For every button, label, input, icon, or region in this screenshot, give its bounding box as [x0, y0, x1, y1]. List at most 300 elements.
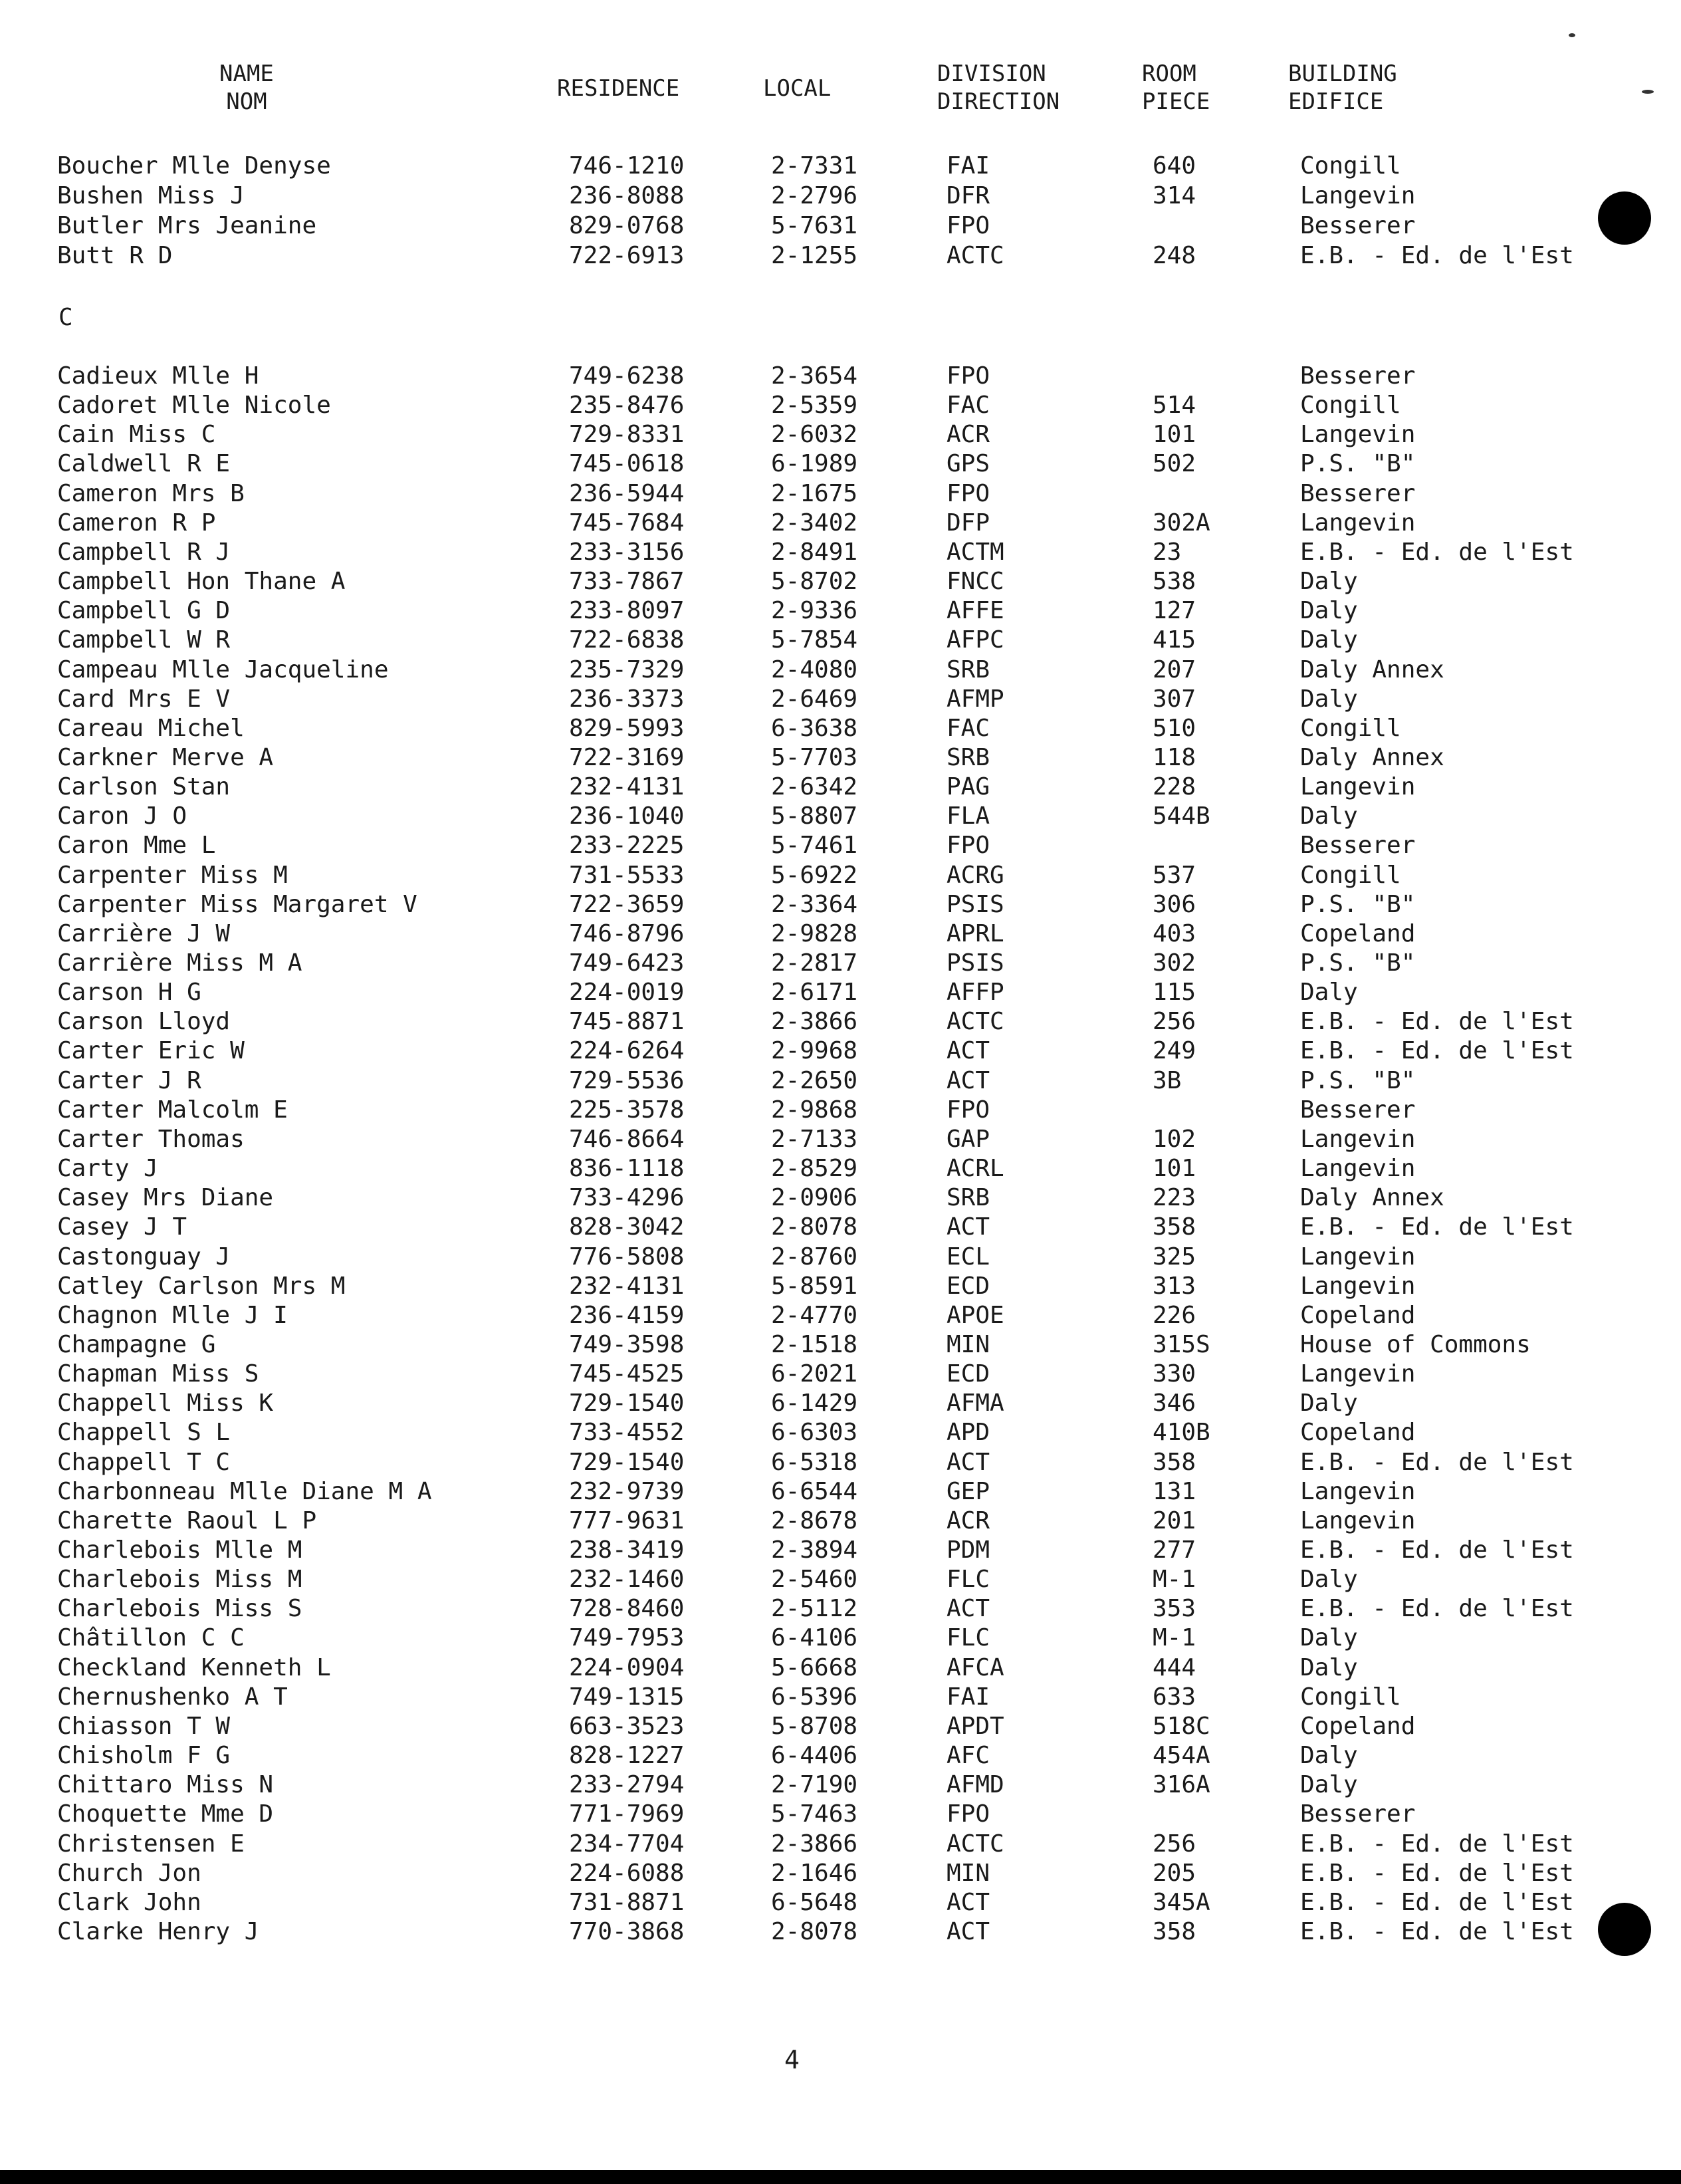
cell-local: 6-5396 [771, 1683, 858, 1711]
cell-name: Casey J T [57, 1213, 187, 1241]
cell-building: Daly [1300, 802, 1358, 830]
cell-building: Copeland [1300, 919, 1416, 947]
table-row [0, 831, 1681, 860]
column-header [0, 60, 1681, 133]
cell-residence: 233-3156 [569, 538, 685, 566]
cell-building: Daly Annex [1300, 656, 1444, 683]
table-row [0, 509, 1681, 538]
cell-room: 256 [1153, 1830, 1196, 1858]
cell-division: ACT [947, 1448, 990, 1476]
cell-division: PDM [947, 1536, 990, 1564]
cell-building: Daly Annex [1300, 1184, 1444, 1212]
cell-room: 131 [1153, 1477, 1196, 1505]
cell-division: APDT [947, 1712, 1004, 1740]
cell-building: Daly [1300, 626, 1358, 654]
cell-division: FLC [947, 1624, 990, 1652]
cell-local: 2-5460 [771, 1566, 858, 1594]
cell-division: AFC [947, 1742, 990, 1770]
cell-name: Clarke Henry J [57, 1917, 259, 1945]
cell-room: 3B [1153, 1066, 1182, 1094]
header-room [1142, 60, 1210, 116]
cell-residence: 731-8871 [569, 1888, 685, 1916]
cell-residence: 729-5536 [569, 1066, 685, 1094]
cell-division: ECD [947, 1272, 990, 1300]
cell-building: Langevin [1300, 1477, 1416, 1505]
cell-room: 330 [1153, 1360, 1196, 1388]
table-row [0, 211, 1681, 241]
cell-building: Daly [1300, 1624, 1358, 1652]
cell-building: Daly [1300, 1390, 1358, 1417]
cell-room: 101 [1153, 1155, 1196, 1183]
cell-residence: 731-5533 [569, 861, 685, 889]
cell-building: E.B. - Ed. de l'Est [1300, 1536, 1574, 1564]
cell-building: P.S. "B" [1300, 890, 1416, 918]
cell-division: ACT [947, 1213, 990, 1241]
table-row [0, 1096, 1681, 1125]
cell-local: 2-7190 [771, 1771, 858, 1799]
table-row [0, 626, 1681, 655]
cell-division: AFCA [947, 1653, 1004, 1681]
cell-local: 2-6469 [771, 685, 858, 713]
cell-building: Daly [1300, 1653, 1358, 1681]
cell-residence: 749-6423 [569, 949, 685, 977]
cell-local: 5-8708 [771, 1712, 858, 1740]
cell-name: Catley Carlson Mrs M [57, 1272, 346, 1300]
cell-residence: 233-8097 [569, 597, 685, 625]
cell-building: Langevin [1300, 773, 1416, 801]
cell-division: ACTC [947, 1830, 1004, 1858]
cell-building: E.B. - Ed. de l'Est [1300, 1448, 1574, 1476]
cell-building: Daly [1300, 1771, 1358, 1799]
cell-building: Daly Annex [1300, 743, 1444, 771]
cell-name: Carter Malcolm E [57, 1096, 288, 1124]
cell-name: Boucher Mlle Denyse [57, 152, 331, 180]
cell-local: 5-7703 [771, 743, 858, 771]
cell-room: 538 [1153, 568, 1196, 596]
cell-local: 2-1518 [771, 1330, 858, 1358]
cell-room: 537 [1153, 861, 1196, 889]
cell-local: 6-1989 [771, 450, 858, 478]
cell-building: E.B. - Ed. de l'Est [1300, 538, 1574, 566]
cell-name: Chittaro Miss N [57, 1771, 274, 1799]
cell-building: Langevin [1300, 182, 1416, 209]
cell-residence: 745-0618 [569, 450, 685, 478]
cell-residence: 746-8796 [569, 919, 685, 947]
table-row [0, 919, 1681, 949]
cell-room: 510 [1153, 714, 1196, 742]
cell-room: 502 [1153, 450, 1196, 478]
cell-local: 5-6922 [771, 861, 858, 889]
cell-name: Carter Eric W [57, 1037, 245, 1065]
cell-name: Casey Mrs Diane [57, 1184, 274, 1212]
cell-division: ACR [947, 1507, 990, 1534]
cell-building: Daly [1300, 979, 1358, 1007]
table-row [0, 241, 1681, 271]
scan-speck [1642, 90, 1654, 94]
cell-room: 640 [1153, 152, 1196, 180]
cell-division: FAI [947, 152, 990, 180]
cell-room: 410B [1153, 1419, 1210, 1447]
cell-residence: 749-7953 [569, 1624, 685, 1652]
cell-local: 2-6342 [771, 773, 858, 801]
cell-name: Chappell S L [57, 1419, 231, 1447]
cell-room: 118 [1153, 743, 1196, 771]
cell-division: ACT [947, 1917, 990, 1945]
cell-division: FPO [947, 832, 990, 860]
cell-local: 6-1429 [771, 1390, 858, 1417]
cell-residence: 729-8331 [569, 421, 685, 449]
cell-local: 2-3654 [771, 362, 858, 390]
cell-local: 2-8491 [771, 538, 858, 566]
cell-building: Copeland [1300, 1301, 1416, 1329]
cell-local: 2-2817 [771, 949, 858, 977]
table-row [0, 479, 1681, 509]
cell-room: 358 [1153, 1448, 1196, 1476]
cell-building: E.B. - Ed. de l'Est [1300, 1008, 1574, 1036]
table-row [0, 1594, 1681, 1624]
cell-name: Cameron Mrs B [57, 479, 245, 507]
cell-name: Charlebois Miss S [57, 1595, 302, 1623]
cell-name: Cain Miss C [57, 421, 216, 449]
table-row [0, 1301, 1681, 1330]
cell-division: ACR [947, 421, 990, 449]
cell-name: Carpenter Miss M [57, 861, 288, 889]
header-building [1288, 60, 1397, 116]
cell-room: 454A [1153, 1742, 1210, 1770]
cell-room: 544B [1153, 802, 1210, 830]
cell-division: ACT [947, 1037, 990, 1065]
cell-local: 2-8678 [771, 1507, 858, 1534]
table-row [0, 1683, 1681, 1712]
table-row [0, 656, 1681, 685]
cell-residence: 232-1460 [569, 1566, 685, 1594]
punch-hole [1598, 191, 1651, 245]
cell-residence: 225-3578 [569, 1096, 685, 1124]
cell-room: 358 [1153, 1917, 1196, 1945]
cell-residence: 722-6838 [569, 626, 685, 654]
cell-room: 444 [1153, 1653, 1196, 1681]
cell-room: 345A [1153, 1888, 1210, 1916]
table-row [0, 1448, 1681, 1477]
cell-name: Chernushenko A T [57, 1683, 288, 1711]
cell-division: MIN [947, 1859, 990, 1887]
cell-room: 226 [1153, 1301, 1196, 1329]
header-local: LOCAL [763, 75, 832, 102]
cell-residence: 776-5808 [569, 1243, 685, 1271]
cell-division: GPS [947, 450, 990, 478]
cell-residence: 828-3042 [569, 1213, 685, 1241]
cell-room: 23 [1153, 538, 1182, 566]
cell-building: Langevin [1300, 1360, 1416, 1388]
cell-name: Clark John [57, 1888, 201, 1916]
cell-division: ECD [947, 1360, 990, 1388]
page-number: 4 [784, 2045, 800, 2074]
header-residence: RESIDENCE [557, 75, 680, 102]
cell-division: AFMA [947, 1390, 1004, 1417]
cell-room: 249 [1153, 1037, 1196, 1065]
cell-building: Langevin [1300, 1272, 1416, 1300]
cell-local: 2-6171 [771, 979, 858, 1007]
scan-speck [1569, 33, 1575, 37]
cell-division: ACTM [947, 538, 1004, 566]
table-row [0, 978, 1681, 1007]
cell-residence: 235-7329 [569, 656, 685, 683]
cell-building: Besserer [1300, 212, 1416, 239]
cell-division: GAP [947, 1125, 990, 1153]
cell-room: 514 [1153, 392, 1196, 420]
cell-building: E.B. - Ed. de l'Est [1300, 1830, 1574, 1858]
cell-local: 2-1646 [771, 1859, 858, 1887]
table-row [0, 1183, 1681, 1213]
cell-division: DFR [947, 182, 990, 209]
cell-building: E.B. - Ed. de l'Est [1300, 1595, 1574, 1623]
cell-room: 277 [1153, 1536, 1196, 1564]
cell-room: 201 [1153, 1507, 1196, 1534]
cell-division: APRL [947, 919, 1004, 947]
cell-division: FPO [947, 1096, 990, 1124]
cell-local: 6-6303 [771, 1419, 858, 1447]
cell-name: Cameron R P [57, 509, 216, 537]
cell-division: MIN [947, 1330, 990, 1358]
cell-division: SRB [947, 743, 990, 771]
cell-residence: 745-7684 [569, 509, 685, 537]
cell-local: 5-7463 [771, 1800, 858, 1828]
table-row [0, 1859, 1681, 1888]
table-row [0, 1712, 1681, 1741]
table-row [0, 1507, 1681, 1536]
cell-local: 2-9336 [771, 597, 858, 625]
cell-division: FAC [947, 714, 990, 742]
cell-local: 2-1675 [771, 479, 858, 507]
table-row [0, 1653, 1681, 1683]
cell-local: 2-0906 [771, 1184, 858, 1212]
table-row [0, 949, 1681, 978]
cell-room: 313 [1153, 1272, 1196, 1300]
cell-building: Daly [1300, 568, 1358, 596]
table-row [0, 1565, 1681, 1594]
table-row [0, 743, 1681, 773]
cell-residence: 232-4131 [569, 773, 685, 801]
cell-name: Carrière J W [57, 919, 231, 947]
cell-building: Langevin [1300, 1243, 1416, 1271]
table-row [0, 152, 1681, 181]
table-row [0, 1272, 1681, 1301]
cell-division: ACRG [947, 861, 1004, 889]
cell-residence: 233-2794 [569, 1771, 685, 1799]
cell-residence: 836-1118 [569, 1155, 685, 1183]
cell-building: Besserer [1300, 1096, 1416, 1124]
cell-name: Carlson Stan [57, 773, 231, 801]
cell-room: M-1 [1153, 1566, 1196, 1594]
table-row [0, 802, 1681, 831]
cell-building: Besserer [1300, 362, 1416, 390]
cell-name: Charlebois Mlle M [57, 1536, 302, 1564]
cell-name: Carson H G [57, 979, 201, 1007]
cell-name: Champagne G [57, 1330, 216, 1358]
cell-residence: 224-0019 [569, 979, 685, 1007]
cell-division: AFFE [947, 597, 1004, 625]
cell-local: 2-5112 [771, 1595, 858, 1623]
cell-residence: 236-4159 [569, 1301, 685, 1329]
cell-building: Congill [1300, 861, 1401, 889]
cell-local: 6-4106 [771, 1624, 858, 1652]
cell-room: 302A [1153, 509, 1210, 537]
cell-building: House of Commons [1300, 1330, 1531, 1358]
cell-room: 306 [1153, 890, 1196, 918]
cell-division: FLC [947, 1566, 990, 1594]
cell-division: SRB [947, 1184, 990, 1212]
cell-name: Church Jon [57, 1859, 201, 1887]
header-name-en: NAME [219, 61, 274, 87]
table-row [0, 1800, 1681, 1829]
cell-local: 5-7854 [771, 626, 858, 654]
cell-residence: 828-1227 [569, 1742, 685, 1770]
cell-name: Carkner Merve A [57, 743, 274, 771]
cell-building: Besserer [1300, 832, 1416, 860]
cell-building: E.B. - Ed. de l'Est [1300, 1859, 1574, 1887]
table-row [0, 1624, 1681, 1653]
cell-room: 353 [1153, 1595, 1196, 1623]
cell-building: P.S. "B" [1300, 1066, 1416, 1094]
table-row [0, 1125, 1681, 1154]
cell-local: 2-7133 [771, 1125, 858, 1153]
header-name-fr: NOM [226, 88, 267, 115]
cell-name: Campeau Mlle Jacqueline [57, 656, 389, 683]
cell-local: 5-8591 [771, 1272, 858, 1300]
cell-room: 302 [1153, 949, 1196, 977]
cell-local: 2-8078 [771, 1917, 858, 1945]
cell-room: 358 [1153, 1213, 1196, 1241]
cell-residence: 224-6088 [569, 1859, 685, 1887]
cell-division: FPO [947, 479, 990, 507]
cell-local: 2-4770 [771, 1301, 858, 1329]
cell-division: FPO [947, 362, 990, 390]
cell-local: 2-3866 [771, 1008, 858, 1036]
table-row [0, 1243, 1681, 1272]
cell-name: Carter J R [57, 1066, 201, 1094]
cell-building: Langevin [1300, 1155, 1416, 1183]
table-row [0, 449, 1681, 479]
table-row [0, 1536, 1681, 1565]
table-row [0, 182, 1681, 211]
cell-residence: 729-1540 [569, 1448, 685, 1476]
header-name [219, 60, 274, 116]
header-division [937, 60, 1060, 116]
cell-division: PSIS [947, 890, 1004, 918]
cell-building: E.B. - Ed. de l'Est [1300, 242, 1574, 269]
cell-name: Careau Michel [57, 714, 245, 742]
cell-residence: 749-1315 [569, 1683, 685, 1711]
cell-name: Butt R D [57, 242, 173, 269]
cell-building: Langevin [1300, 509, 1416, 537]
table-row [0, 362, 1681, 391]
cell-name: Cadoret Mlle Nicole [57, 392, 331, 420]
cell-division: FAC [947, 392, 990, 420]
cell-name: Christensen E [57, 1830, 245, 1858]
cell-room: 315S [1153, 1330, 1210, 1358]
cell-residence: 224-0904 [569, 1653, 685, 1681]
cell-residence: 777-9631 [569, 1507, 685, 1534]
cell-name: Chiasson T W [57, 1712, 231, 1740]
cell-division: AFMP [947, 685, 1004, 713]
cell-building: E.B. - Ed. de l'Est [1300, 1917, 1574, 1945]
table-row [0, 420, 1681, 449]
cell-division: APD [947, 1419, 990, 1447]
cell-residence: 745-8871 [569, 1008, 685, 1036]
cell-room: 102 [1153, 1125, 1196, 1153]
cell-division: FLA [947, 802, 990, 830]
cell-residence: 733-4552 [569, 1419, 685, 1447]
cell-room: 415 [1153, 626, 1196, 654]
cell-division: ECL [947, 1243, 990, 1271]
cell-building: Daly [1300, 685, 1358, 713]
cell-name: Caron Mme L [57, 832, 216, 860]
cell-local: 2-1255 [771, 242, 858, 269]
table-row [0, 1007, 1681, 1036]
cell-residence: 232-9739 [569, 1477, 685, 1505]
cell-residence: 233-2225 [569, 832, 685, 860]
cell-residence: 238-3419 [569, 1536, 685, 1564]
cell-residence: 746-1210 [569, 152, 685, 180]
cell-building: Copeland [1300, 1419, 1416, 1447]
cell-room: 101 [1153, 421, 1196, 449]
cell-name: Cadieux Mlle H [57, 362, 259, 390]
cell-room: 314 [1153, 182, 1196, 209]
cell-room: 403 [1153, 919, 1196, 947]
cell-building: Daly [1300, 597, 1358, 625]
cell-division: ACRL [947, 1155, 1004, 1183]
cell-division: ACTC [947, 1008, 1004, 1036]
cell-division: AFFP [947, 979, 1004, 1007]
table-row [0, 1830, 1681, 1859]
cell-room: 518C [1153, 1712, 1210, 1740]
table-row [0, 685, 1681, 714]
cell-division: APOE [947, 1301, 1004, 1329]
cell-room: M-1 [1153, 1624, 1196, 1652]
cell-local: 5-7461 [771, 832, 858, 860]
cell-room: 325 [1153, 1243, 1196, 1271]
cell-name: Carson Lloyd [57, 1008, 231, 1036]
cell-local: 2-9968 [771, 1037, 858, 1065]
cell-local: 6-5648 [771, 1888, 858, 1916]
cell-residence: 749-6238 [569, 362, 685, 390]
cell-room: 256 [1153, 1008, 1196, 1036]
header-room-en: ROOM [1142, 61, 1196, 87]
cell-building: E.B. - Ed. de l'Est [1300, 1037, 1574, 1065]
cell-building: Langevin [1300, 421, 1416, 449]
cell-local: 6-4406 [771, 1742, 858, 1770]
table-row [0, 1477, 1681, 1507]
cell-division: ACTC [947, 242, 1004, 269]
cell-building: Copeland [1300, 1712, 1416, 1740]
cell-room: 207 [1153, 656, 1196, 683]
header-building-en: BUILDING [1288, 61, 1397, 87]
cell-building: E.B. - Ed. de l'Est [1300, 1888, 1574, 1916]
table-row [0, 1066, 1681, 1096]
header-division-fr: DIRECTION [937, 88, 1060, 115]
table-row [0, 714, 1681, 743]
cell-residence: 663-3523 [569, 1712, 685, 1740]
cell-name: Chappell T C [57, 1448, 231, 1476]
cell-local: 5-8702 [771, 568, 858, 596]
cell-residence: 235-8476 [569, 392, 685, 420]
cell-residence: 224-6264 [569, 1037, 685, 1065]
table-row [0, 1389, 1681, 1418]
cell-division: AFPC [947, 626, 1004, 654]
cell-building: Daly [1300, 1566, 1358, 1594]
table-row [0, 567, 1681, 596]
cell-division: ACT [947, 1888, 990, 1916]
